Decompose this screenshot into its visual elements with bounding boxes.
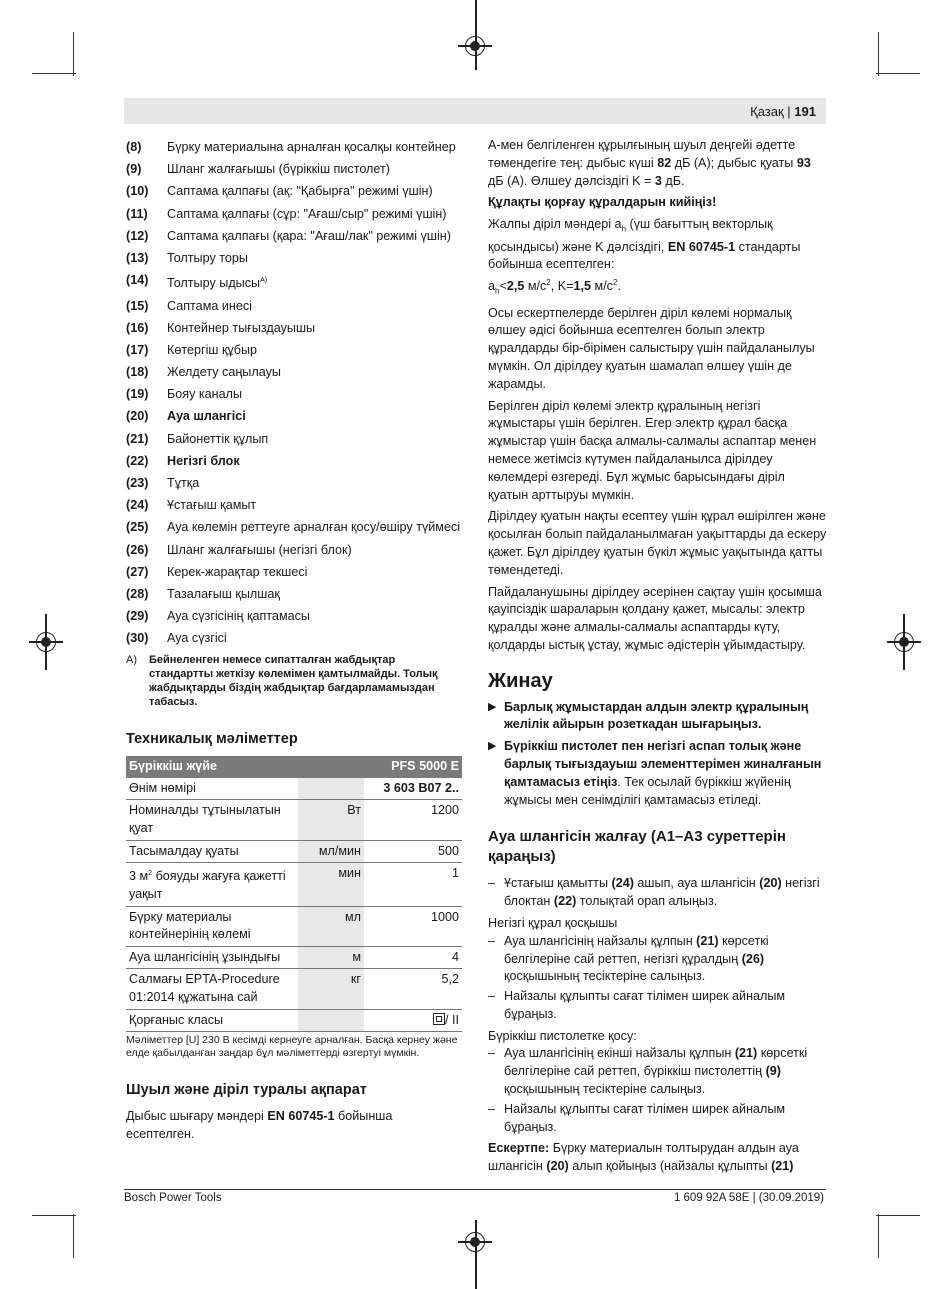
footer-doc-number: 1 609 92A 58E | (30.09.2019) <box>673 1192 824 1204</box>
crop-mark <box>876 1215 920 1216</box>
list-item <box>126 608 462 626</box>
row-value: 1200 <box>364 800 462 840</box>
noise-heading: Шуыл және діріл туралы ақпарат <box>126 1082 367 1099</box>
item-number: (29) <box>126 609 149 624</box>
noise-values-paragraph: A-мен белгіленген құрылғының шуыл деңгейі әдетте төмендегіге тең: дыбыс күші 82 дБ (A); дыбыс қуаты 93 дБ (A). Өлшеу дәлсіздігі K = 3 дБ. <box>488 138 811 188</box>
item-text: Ұстағыш қамыт <box>167 498 257 513</box>
item-number: (13) <box>126 250 149 265</box>
table-row <box>126 946 462 969</box>
list-item <box>126 475 462 493</box>
row-value: 5,2 <box>364 969 462 1009</box>
table-header-label: Бүріккіш жүйе <box>126 756 298 778</box>
item-number: (10) <box>126 184 149 199</box>
list-item <box>126 320 462 338</box>
row-unit: мл <box>298 906 364 946</box>
crop-mark <box>32 1215 76 1216</box>
item-text: Ауа сүзгісі <box>167 631 227 646</box>
row-label: 3 $м^2$ бояуды жағуға қажетті уақыт <box>126 863 298 906</box>
step-item: – Ауа шлангісінің найзалы құлпын (21) көрсеткі белгілеріне сай реттеп, негізгі құралдың (26) қосқышының тесіктеріне салыңыз. <box>488 933 769 984</box>
table-row <box>126 800 462 840</box>
list-item <box>126 298 462 316</box>
footnote-label: A) <box>126 653 137 666</box>
item-number: (27) <box>126 564 149 579</box>
item-text: Толтыру ыдысы$^{A)}$ <box>167 276 268 291</box>
row-label: Номиналды тұтынылатын қуат <box>126 800 298 840</box>
item-text: Байонеттік құлып <box>167 431 269 446</box>
table-header-value: PFS 5000 E <box>364 756 462 778</box>
item-number: (14) <box>126 273 149 288</box>
crop-mark <box>73 32 74 76</box>
subheading: Бүріккіш пистолетке қосу: <box>488 1028 637 1043</box>
item-text: Шланг жалғағышы (негізгі блок) <box>167 542 352 557</box>
paragraph: Пайдаланушыны дірілдеу әсерінен сақтау үшін қосымша қауіпсіздік шараларын қолдану қажет, мысалы: электр құралды және алмалы-салмалы аспаптарды күту, қолдарды ыстық ұстау, жұмыс әдістерін ұйымдастыру. <box>488 584 822 652</box>
list-item <box>126 364 462 382</box>
item-text: Ауа шлангісі <box>167 409 246 424</box>
hose-heading: Ауа шлангісін жалғау (A1–A3 суреттерін қараңыз) <box>488 828 786 866</box>
item-number: (18) <box>126 365 149 380</box>
right-column <box>488 137 828 1180</box>
footnote <box>126 653 462 709</box>
item-text: Саптама қалпағы (қара: "Ағаш/лак" режимі үшін) <box>167 228 451 243</box>
list-item <box>126 497 462 515</box>
instruction-text: Барлық жұмыстардан алдын электр құралының желілік айырын розеткадан шығарыңыз. <box>504 699 809 732</box>
list-item <box>126 139 462 157</box>
crop-mark <box>878 32 879 76</box>
row-unit: мин <box>298 863 364 906</box>
list-item <box>126 586 462 604</box>
footnote-text: Бейнеленген немесе сипатталған жабдықтар стандартты жеткізу көлемімен қамтылмайды. Толық жабдықтарды біздің жабдықтар бағдарламамыздан табасыз. <box>149 653 438 708</box>
item-number: (20) <box>126 409 149 424</box>
item-text: Ауа сүзгісінің қаптамасы <box>167 609 310 624</box>
item-text: Бояу каналы <box>167 387 243 402</box>
row-value: 3 603 B07 2.. <box>364 778 462 800</box>
paragraph: Берілген діріл көлемі электр құралының негізгі жұмыстары үшін берілген. Егер электр құрал басқа жұмыстар үшін басқа алмалы-салмалы аспаптар менен немесе жетімсіз күтумен пайдаланылса дірілдеу көлемдері өзгереді. Бұл жұмыс барысындағы діріл қуатын арттыруы мүмкін. <box>488 398 817 502</box>
list-item <box>126 228 462 246</box>
registration-mark-icon <box>465 36 485 56</box>
list-item <box>126 206 462 224</box>
table-row <box>126 778 462 800</box>
paragraph: Осы ескертпелерде берілген діріл көлемі нормалық өлшеу әдісі бойынша есептелген болып электр құралдарды бір-бірімен салыстыру үшін пайдаланылуы мүмкін. Ол дірілдеу қуатын шамалап өлшеу үшін де жарамды. <box>488 305 815 391</box>
paragraph: Дірілдеу қуатын нақты есептеу үшін құрал өшірілген және қосылған болып пайдаланылмаған уақыттарды да ескеру қажет. Бұл дірілдеу қуатын бүкіл жұмыс уақытында қатты төмендетеді. <box>488 509 827 577</box>
table-note: Мәліметтер [U] 230 В кесімді кернеуге арналған. Басқа кернеу және елде қабылданған заңдар бұл мәліметтерді өзгертуі мүмкін. <box>126 1034 458 1060</box>
row-unit: мл/мин <box>298 840 364 863</box>
row-label: Ауа шлангісінің ұзындығы <box>126 946 298 969</box>
item-text: Саптама инесі <box>167 298 252 313</box>
vibration-values: $a_h<2,5$ $м/с^2$, K=1,5 $м/с^2$. <box>488 278 621 296</box>
tech-data-table <box>126 756 462 1032</box>
row-value: / II <box>364 1009 462 1032</box>
vibration-paragraph: Жалпы діріл мәндері $a_h$ (үш бағыттың векторлық қосындысы) және K дәлсіздігі, EN 60745-1 стандарты бойынша есептелген: <box>488 217 801 272</box>
row-label: Бүрку материалы контейнерінің көлемі <box>126 906 298 946</box>
item-text: Толтыру торы <box>167 250 248 265</box>
list-item <box>126 519 462 537</box>
registration-mark-icon <box>465 1232 485 1252</box>
item-number: (21) <box>126 431 149 446</box>
page-header: Қазақ | 191 <box>750 104 816 119</box>
item-number: (16) <box>126 320 149 335</box>
item-number: (9) <box>126 162 142 177</box>
item-text: Ауа көлемін реттеуге арналған қосу/өшіру түймесі <box>167 520 461 535</box>
row-value: 4 <box>364 946 462 969</box>
item-number: (12) <box>126 228 149 243</box>
table-row <box>126 906 462 946</box>
list-item <box>126 386 462 404</box>
item-number: (24) <box>126 498 149 513</box>
protection-class-icon <box>433 1013 445 1025</box>
arrow-icon: ▶ <box>488 740 497 753</box>
item-text: Саптама қалпағы (ақ: "Қабырға" режимі үшін) <box>167 184 433 199</box>
subheading: Негізгі құрал қосқышы <box>488 915 618 930</box>
item-number: (26) <box>126 542 149 557</box>
assembly-heading: Жинау <box>488 669 553 692</box>
item-text: Шланг жалғағышы (бүріккіш пистолет) <box>167 162 390 177</box>
left-column <box>126 139 462 1148</box>
item-text: Тұтқа <box>167 476 200 490</box>
list-item <box>126 542 462 560</box>
row-unit: Вт <box>298 800 364 840</box>
item-number: (15) <box>126 298 149 313</box>
step-item: – Ұстағыш қамытты (24) ашып, ауа шлангісін (20) негізгі блоктан (22) толықтай орап алыңыз. <box>488 876 820 909</box>
table-row <box>126 863 462 906</box>
arrow-icon: ▶ <box>488 700 497 713</box>
step-item: – Найзалы құлыпты сағат тілімен ширек айналым бұраңыз. <box>488 989 786 1021</box>
list-item <box>126 250 462 268</box>
list-item <box>126 453 462 471</box>
item-number: (17) <box>126 342 149 357</box>
list-item <box>126 431 462 449</box>
item-number: (30) <box>126 631 149 646</box>
registration-line <box>903 614 905 670</box>
item-text: Саптама қалпағы (сұр: "Ағаш/сыр" режимі үшін) <box>167 206 447 221</box>
item-text: Контейнер тығыздауышы <box>167 320 316 335</box>
header-bar <box>124 98 826 124</box>
row-label: Тасымалдау қуаты <box>126 840 298 863</box>
row-label: Салмағы EPTA-Procedure 01:2014 құжатына сай <box>126 969 298 1009</box>
item-number: (11) <box>126 206 148 221</box>
item-text: Бүрку материалына арналған қосалқы контейнер <box>167 140 456 154</box>
instruction-item <box>488 699 828 735</box>
item-number: (28) <box>126 586 149 601</box>
row-value: 500 <box>364 840 462 863</box>
list-item <box>126 564 462 582</box>
row-value: 1000 <box>364 906 462 946</box>
item-text: Көтергіш құбыр <box>167 342 258 357</box>
row-label: Өнім нөмірі <box>126 778 298 800</box>
crop-mark <box>32 73 76 74</box>
item-number: (25) <box>126 520 149 535</box>
row-unit: м <box>298 946 364 969</box>
noise-paragraph: Дыбыс шығару мәндері EN 60745-1 бойынша есептелген. <box>126 1109 393 1141</box>
registration-line <box>475 1220 477 1289</box>
step-item: – Найзалы құлыпты сағат тілімен ширек айналым бұраңыз. <box>488 1101 786 1134</box>
footer-divider <box>124 1189 826 1190</box>
list-item <box>126 161 462 179</box>
crop-mark <box>876 73 920 74</box>
table-row <box>126 969 462 1009</box>
list-item <box>126 408 462 426</box>
table-row <box>126 1009 462 1032</box>
item-text: Тазалағыш қылшақ <box>167 586 280 601</box>
page-number: 191 <box>794 104 816 119</box>
row-unit: кг <box>298 969 364 1009</box>
row-value: 1 <box>364 863 462 906</box>
list-item <box>126 272 462 293</box>
step-item: – Ауа шлангісінің екінші найзалы құлпын (21) көрсеткі белгілеріне сай реттеп, бүріккіш пистолеттің (9) қосқышының тесіктеріне салыңыз. <box>488 1046 808 1097</box>
header-language: Қазақ <box>750 104 784 119</box>
list-item <box>126 630 462 648</box>
item-number: (8) <box>126 140 142 154</box>
registration-line <box>475 0 477 70</box>
item-number: (23) <box>126 476 149 490</box>
row-unit <box>298 1009 364 1032</box>
ear-protection-warning: Құлақты қорғау құралдарын кийіңіз! <box>488 195 717 210</box>
component-list <box>126 139 462 648</box>
table-row <box>126 840 462 863</box>
instruction-text: Бүріккіш пистолет пен негізгі аспап толық және барлық тығыздауыш элементтерімен жиналғанын қамтамасыз етіңіз. Тек осылай бүріккіш жүйенің жұмысы мен сенімділігі қамтамасыз етіледі. <box>504 739 822 807</box>
list-item <box>126 342 462 360</box>
instruction-item <box>488 738 828 809</box>
note-paragraph: Ескертпе: Бүрку материалын толтырудан алдын ауа шлангісін (20) алып қойыңыз (найзалы құлыпты (21) <box>488 1141 799 1174</box>
footer-publisher: Bosch Power Tools <box>124 1192 222 1204</box>
item-text: Негізгі блок <box>167 453 240 468</box>
crop-mark <box>73 1214 74 1258</box>
list-item <box>126 183 462 201</box>
item-text: Керек-жарақтар текшесі <box>167 564 308 579</box>
row-label: Қорғаныс класы <box>126 1009 298 1032</box>
item-text: Желдету саңылауы <box>167 365 281 380</box>
item-number: (19) <box>126 387 149 402</box>
crop-mark <box>878 1214 879 1258</box>
item-number: (22) <box>126 453 149 468</box>
table-header-row <box>126 756 462 778</box>
tech-data-heading: Техникалық мәліметтер <box>126 730 298 747</box>
row-unit <box>298 778 364 800</box>
registration-line <box>45 614 47 670</box>
